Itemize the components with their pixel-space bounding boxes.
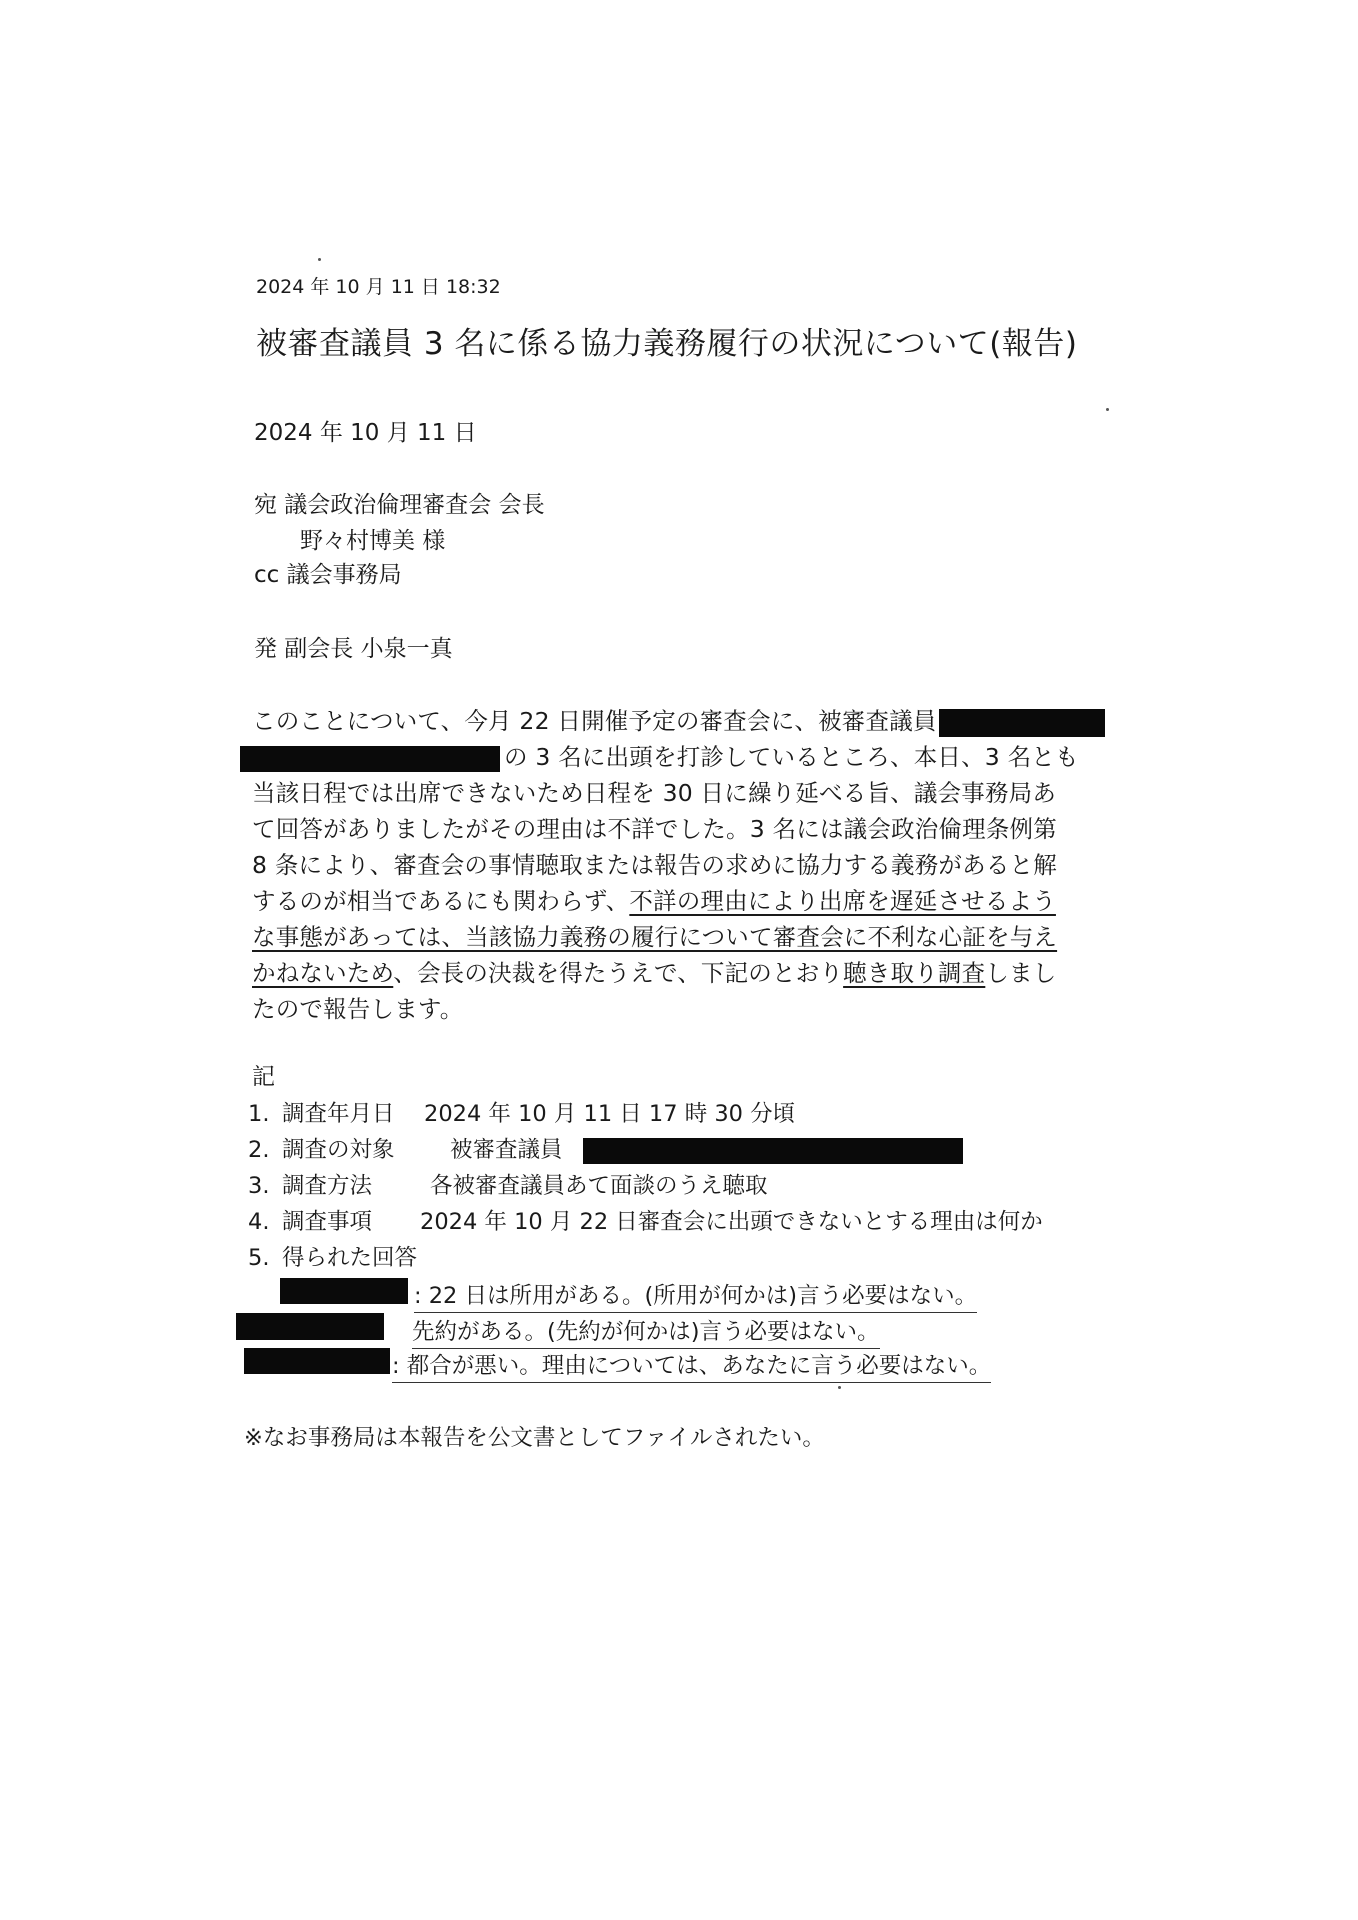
redaction-block: [244, 1348, 390, 1374]
underlined-text: 不詳の理由により出席を遅延させるよう: [629, 887, 1056, 915]
body-line-6: [252, 882, 1056, 916]
body-line-4: て回答がありましたがその理由は不詳でした。3 名には議会政治倫理条例第: [252, 815, 1057, 843]
sender-line: 発 副会長 小泉一真: [254, 636, 453, 662]
print-timestamp: 2024 年 10 月 11 日 18:32: [256, 276, 501, 298]
footer-note: ※なお事務局は本報告を公文書としてファイルされたい。: [244, 1425, 825, 1451]
body-text: 、会長の決裁を得たうえで、下記のとおり: [393, 959, 844, 987]
scan-speck: [318, 258, 321, 261]
item-label: 調査事項: [282, 1209, 373, 1235]
body-line-3: 当該日程では出席できないため日程を 30 日に繰り延べる旨、議会事務局あ: [252, 779, 1057, 807]
redaction-block: [939, 709, 1105, 737]
answer-text: : 22 日は所用がある。(所用が何かは)言う必要はない。: [414, 1283, 977, 1313]
item-number: 5.: [248, 1245, 270, 1271]
body-line-9: たので報告します。: [252, 995, 464, 1023]
body-text: このことについて、今月 22 日開催予定の審査会に、被審査議員: [252, 707, 937, 735]
record-heading: 記: [252, 1064, 275, 1090]
report-date: 2024 年 10 月 11 日: [254, 420, 477, 446]
record-item: [248, 1132, 963, 1164]
scan-speck: [838, 1386, 841, 1389]
item-number: 2.: [248, 1137, 270, 1163]
answer-line: [392, 1348, 991, 1380]
addressee-name: 野々村博美 様: [300, 528, 446, 554]
redaction-block: [280, 1278, 408, 1304]
item-number: 4.: [248, 1209, 270, 1235]
addressee-line: 宛 議会政治倫理審査会 会長: [254, 492, 545, 518]
body-line-5: 8 条により、審査会の事情聴取または報告の求めに協力する義務があると解: [252, 851, 1057, 879]
record-item: [248, 1240, 424, 1272]
item-label: 調査年月日: [282, 1101, 395, 1127]
item-value: 被審査議員: [450, 1137, 563, 1163]
item-label: 調査の対象: [282, 1137, 395, 1163]
document-title: 被審査議員 3 名に係る協力義務履行の状況について(報告): [256, 326, 1078, 362]
record-item: [248, 1204, 1043, 1236]
body-text: の 3 名に出頭を打診しているところ、本日、3 名とも: [504, 743, 1079, 771]
record-item: [248, 1168, 768, 1200]
record-item: [248, 1096, 795, 1128]
body-line-1: [252, 702, 1105, 737]
cc-line: cc 議会事務局: [254, 562, 402, 588]
body-text: しまし: [985, 959, 1057, 987]
item-value: 2024 年 10 月 22 日審査会に出頭できないとする理由は何か: [420, 1209, 1043, 1235]
item-number: 3.: [248, 1173, 270, 1199]
underlined-text: かねないため: [252, 959, 394, 987]
scan-speck: [1106, 408, 1109, 411]
answer-text: 先約がある。(先約が何かは)言う必要はない。: [412, 1319, 880, 1349]
answer-text: : 都合が悪い。理由については、あなたに言う必要はない。: [392, 1353, 991, 1383]
underlined-text: 聴き取り調査: [843, 959, 986, 987]
item-value: 2024 年 10 月 11 日 17 時 30 分頃: [424, 1101, 796, 1127]
body-text: するのが相当であるにも関わらず、: [252, 887, 630, 915]
redaction-block: [240, 746, 500, 772]
item-label: 得られた回答: [282, 1245, 418, 1271]
item-number: 1.: [248, 1101, 270, 1127]
item-label: 調査方法: [282, 1173, 373, 1199]
answer-line: [412, 1314, 880, 1346]
item-value: 各被審査議員あて面談のうえ聴取: [430, 1173, 768, 1199]
answer-line: [414, 1278, 977, 1310]
body-line-8: [252, 954, 1056, 988]
body-line-2: [252, 738, 1079, 772]
redaction-block: [583, 1138, 963, 1164]
body-line-7: な事態があっては、当該協力義務の履行について審査会に不利な心証を与え: [252, 923, 1058, 951]
redaction-block: [236, 1313, 384, 1340]
